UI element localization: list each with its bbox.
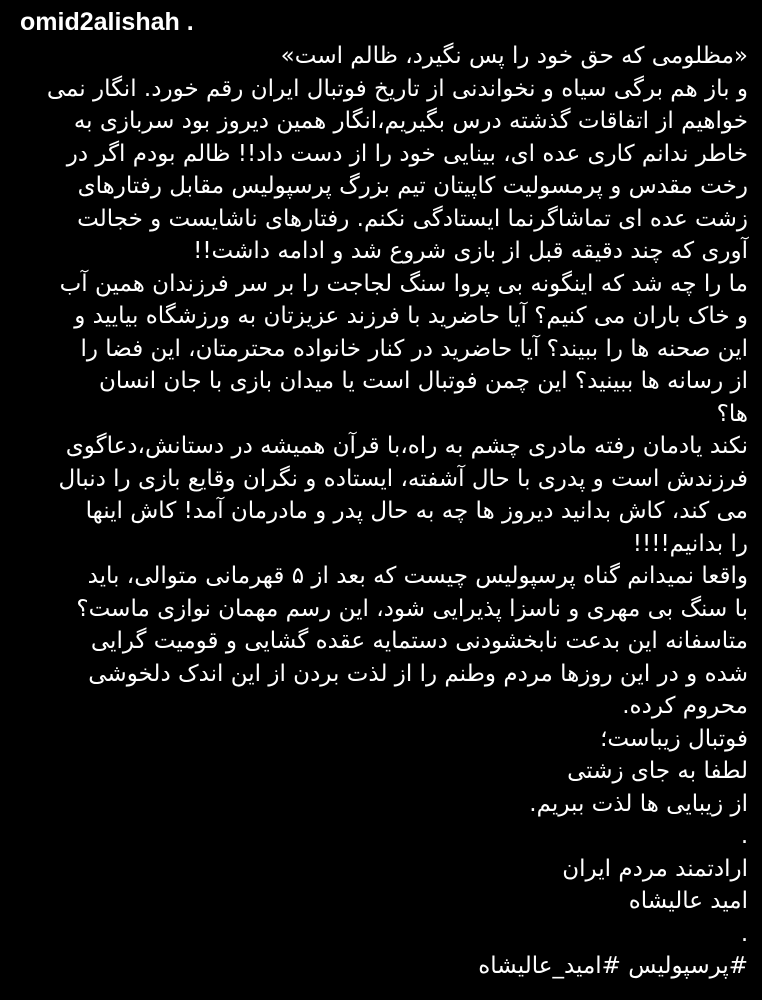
caption-paragraph [20, 820, 748, 853]
caption-line: رخت مقدس و پرمسولیت کاپیتان تیم بزرگ پرسپولیس مقابل رفتارهای [77, 173, 748, 199]
caption-line: آوری که چند دقیقه قبل از بازی شروع شد و ادامه داشت!! [193, 238, 748, 264]
username-link[interactable]: omid2alishah . [20, 8, 194, 36]
caption-line: ارادتمند مردم ایران [562, 855, 748, 882]
caption-line: محروم کرده. [622, 693, 748, 719]
caption-line: . [740, 920, 748, 947]
caption-line: و باز هم برگی سیاه و نخواندنی از تاریخ فوتبال ایران رقم خورد. انگار نمی [46, 75, 748, 102]
caption-line: نکند یادمان رفته مادری چشم به راه،با قرآن همیشه در دستانش،دعاگوی [65, 433, 748, 459]
caption-line: . [740, 823, 748, 849]
caption-line: فرزندش است و پدری با حال آشفته، ایستاده و نگران وقایع بازی را دنبال [58, 465, 748, 492]
caption-paragraph [20, 918, 748, 951]
caption-line: فوتبال زیباست؛ [600, 725, 748, 752]
caption-line: از زیبایی ها لذت ببریم. [529, 790, 748, 817]
caption-line: شده و در این روزها مردم وطنم را از لذت بردن از این اندک دلخوشی [88, 660, 748, 687]
caption-line: این صحنه ها را ببیند؟ آیا حاضرید در کنار خانواده محترمتان، این فضا را [80, 335, 748, 362]
caption-line: ما را چه شد که اینگونه بی پروا سنگ لجاجت را بر سر فرزندان همین آب [59, 270, 748, 297]
caption-paragraph [20, 788, 748, 821]
caption-line: از رسانه ها ببینید؟ این چمن فوتبال است یا میدان بازی با جان انسان [98, 368, 748, 394]
caption-title-quote: «مظلومی که حق خود را پس نگیرد، ظالم است» [280, 43, 748, 69]
caption-line: و خاک باران می کنیم؟ آیا حاضرید با فرزند عزیزتان به ورزشگاه بیایید و [74, 303, 748, 329]
caption-line: را بدانیم!!!! [632, 530, 748, 557]
caption-line: زشت عده ای تماشاگرنما ایستادگی نکنم. رفتارهای ناشایست و خجالت [77, 205, 748, 232]
caption-line: ها؟ [716, 400, 748, 427]
caption-paragraph [20, 268, 748, 431]
caption-line: خاطر ندانم کاری عده ای، بینایی خود را از دست داد!! ظالم بودم اگر در [66, 140, 748, 167]
caption-paragraph [20, 73, 748, 268]
hashtag-links[interactable]: #پرسپولیس #امید_عالیشاه [478, 953, 748, 979]
caption-line: می کند، کاش بدانید دیروز ها چه به حال پدر و مادرمان آمد! کاش اینها [85, 498, 748, 524]
caption-line: امید عالیشاه [628, 888, 748, 914]
caption-body [20, 40, 748, 983]
caption-paragraph [20, 755, 748, 788]
caption-line: لطفا به جای زشتی [567, 758, 748, 784]
caption-line: واقعا نمیدانم گناه پرسپولیس چیست که بعد از ۵ قهرمانی متوالی، باید [87, 563, 748, 589]
caption-line: خواهیم از اتفاقات گذشته درس بگیریم،انگار همین دیروز بود سربازی به [73, 108, 748, 134]
caption-line: متاسفانه این بدعت نابخشودنی دستمایه عقده گشایی و قومیت گرایی [90, 628, 748, 654]
caption-paragraph [20, 560, 748, 723]
caption-paragraph [20, 885, 748, 918]
caption-paragraph [20, 430, 748, 560]
caption-line: با سنگ بی مهری و ناسزا پذیرایی شود، این رسم مهمان نوازی ماست؟ [76, 595, 748, 622]
caption-paragraph [20, 853, 748, 886]
caption-paragraph [20, 723, 748, 756]
post-caption [20, 4, 748, 983]
